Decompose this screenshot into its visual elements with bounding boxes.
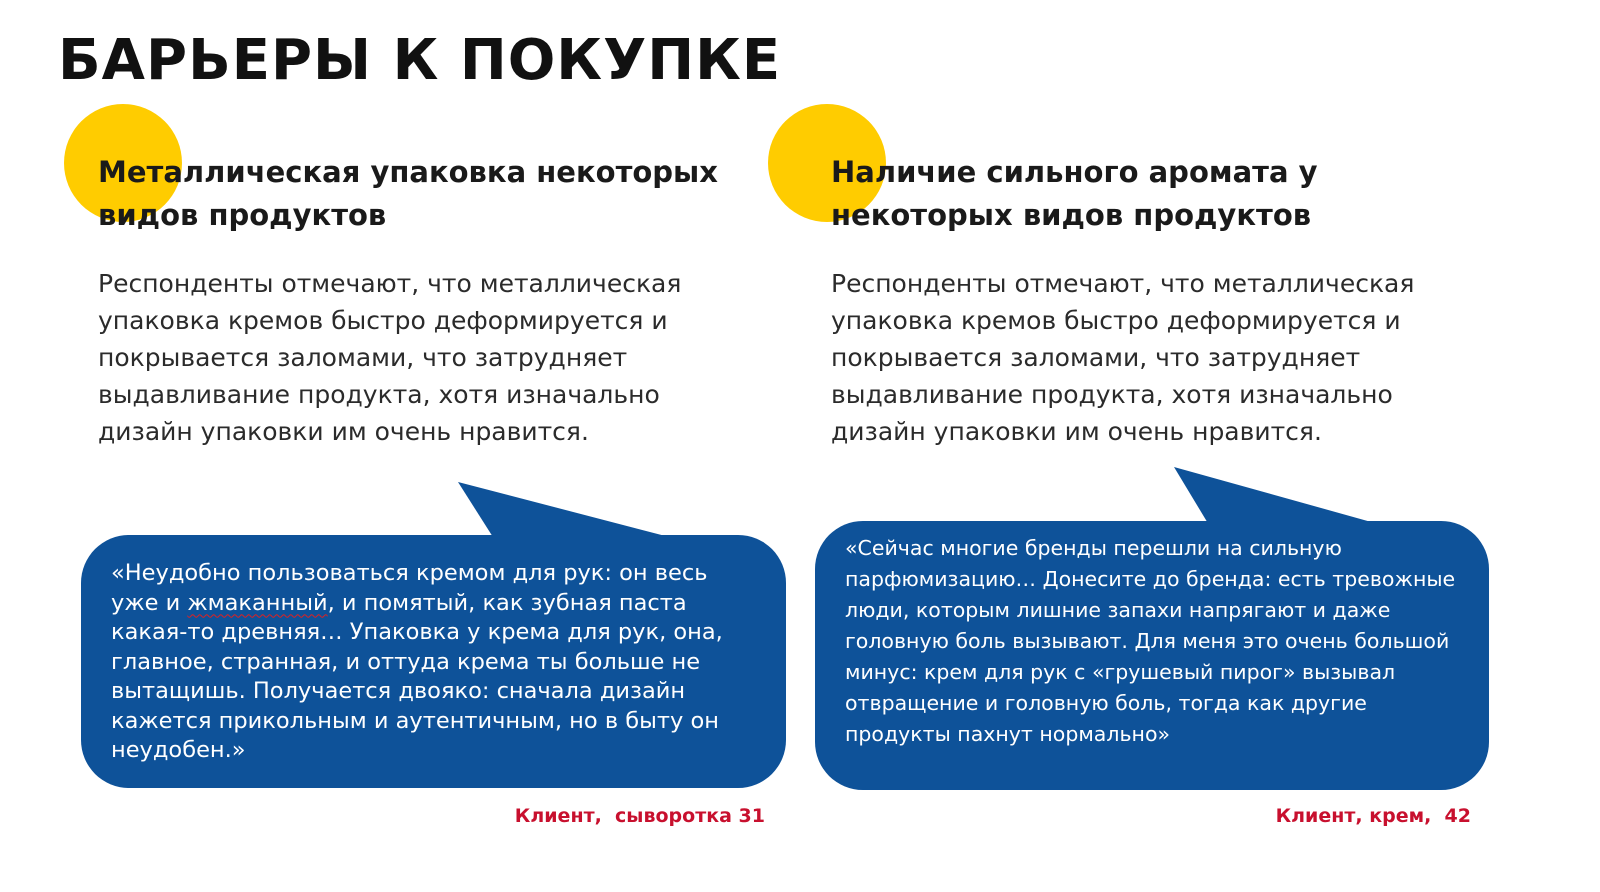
left-heading: Металлическая упаковка некоторых видов продуктов (98, 155, 718, 232)
right-body-text: Респонденты отмечают, что металлическая упаковка кремов быстро деформируется и покрывается заломами, что затрудняет выдавливание продукта, хотя изначально дизайн упаковки им очень нравится. (831, 269, 1415, 446)
right-quote-text: «Сейчас многие бренды перешли на сильную парфюмизацию… Донесите до бренда: есть тревожные люди, которым лишние запахи напрягают и даже головную боль вызывают. Для меня это очень большой минус: крем для рук с «грушевый пирог» вызывал отвращение и головную боль, тогда как другие продукты пахнут нормально» (845, 536, 1456, 746)
left-quote-bubble (81, 535, 786, 788)
left-quote-text-part2: , и помятый, как зубная паста какая-то древняя… Упаковка у крема для рук, она, главное, странная, и оттуда крема ты больше не вытащишь. Получается двояко: сначала дизайн кажется прикольным и аутентичным, но в быту он неудобен.» (111, 589, 723, 763)
right-heading: Наличие сильного аромата у некоторых видов продуктов (831, 155, 1318, 232)
left-quote-misspelled-word: жмаканный (187, 589, 328, 616)
page-title: БАРЬЕРЫ К ПОКУПКЕ (58, 28, 782, 93)
left-quote-attribution: Клиент, сыворотка 31 (514, 805, 765, 827)
left-quote-text-part1: «Неудобно пользоваться кремом для рук: он весь уже и (111, 560, 708, 616)
left-quote-text (111, 559, 762, 766)
right-quote-attribution: Клиент, крем, 42 (1275, 805, 1471, 827)
right-quote-bubble (815, 521, 1489, 790)
left-body-text: Респонденты отмечают, что металлическая упаковка кремов быстро деформируется и покрывается заломами, что затрудняет выдавливание продукта, хотя изначально дизайн упаковки им очень нравится. (98, 269, 682, 446)
